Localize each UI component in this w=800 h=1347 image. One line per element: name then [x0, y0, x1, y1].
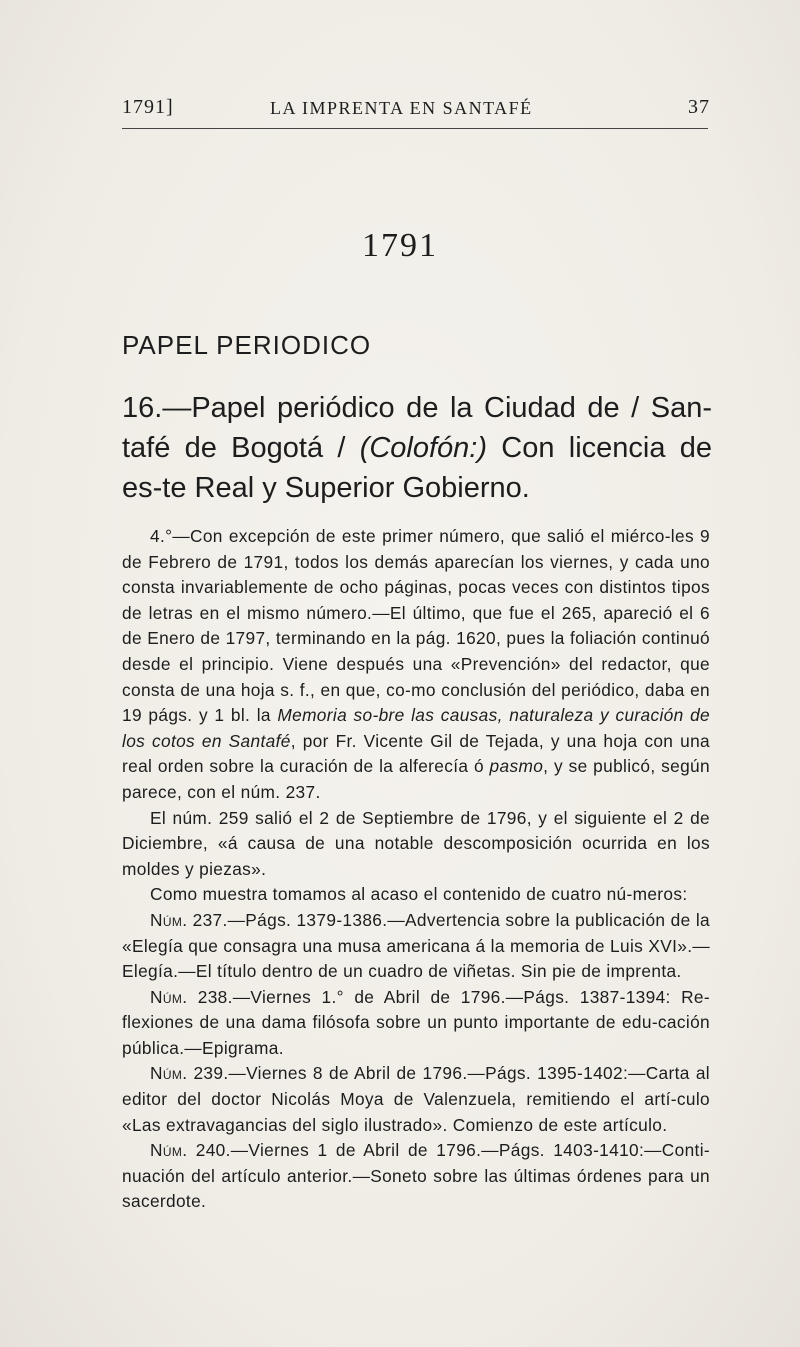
header-year: 1791]	[122, 96, 174, 118]
entry-title	[122, 388, 712, 508]
body-text	[122, 524, 710, 1215]
num-240-text: 240.—Viernes 1 de Abril de 1796.—Págs. 1403-1410:—Conti-nuación del artículo anterior.—Soneto sobre las últimas órdenes para un sacerdote.	[122, 1140, 710, 1212]
header-rule	[122, 128, 708, 129]
paragraph-num-237	[122, 908, 710, 985]
num-label: Núm.	[150, 1140, 188, 1161]
entry-colofon: (Colofón:)	[359, 432, 488, 464]
p1-text-c: , y se publicó, según parece, con el núm. 237.	[122, 756, 710, 802]
p1-memoria-title: Memoria so-bre las causas, naturaleza y curación de los cotos en Santafé	[122, 705, 710, 751]
paragraph-3: Como muestra tomamos al acaso el contenido de cuatro nú-meros:	[150, 884, 688, 905]
running-head	[122, 96, 710, 124]
entry-title-part-a: Papel periódico de la Ciudad de / San-tafé de Bogotá /	[122, 392, 712, 464]
paragraph-num-240	[122, 1138, 710, 1215]
p1-text-b: , por Fr. Vicente Gil de Tejada, y una hoja con una real orden sobre la curación de la alferecía ó	[122, 730, 710, 777]
p1-pasmo: pasmo	[489, 756, 544, 777]
paragraph-num-238	[122, 985, 710, 1062]
num-label: Núm.	[150, 1063, 188, 1084]
entry-number: 16.—	[122, 392, 192, 424]
num-239-text: 239.—Viernes 8 de Abril de 1796.—Págs. 1395-1402:—Carta al editor del doctor Nicolás Moya de Valenzuela, remitiendo el artí-culo «Las extravagancias del siglo ilustrado». Comienzo de este artículo.	[122, 1063, 710, 1135]
entry-title-part-b: Con licencia de es-te Real y Superior Gobierno.	[122, 432, 713, 504]
paragraph-num-239	[122, 1061, 710, 1138]
p1-text-a: 4.°—Con excepción de este primer número, que salió el miérco-les 9 de Febrero de 1791, todos los demás aparecían los viernes, y cada uno consta invariablemente de ocho páginas, pocas veces con distintos tipos de letras en el mismo número.—El último, que fue el 265, apareció el 6 de Enero de 1797, terminando en la pág. 1620, pues la foliación continuó desde el principio. Viene después una «Prevención» del redactor, que consta de una hoja s. f., en que, co-mo conclusión del periódico, daba en 19 págs. y 1 bl. la	[122, 526, 710, 726]
paragraph-1	[122, 524, 710, 806]
year-heading: 1791	[362, 227, 438, 264]
page-number: 37	[688, 96, 710, 118]
paragraph-2: El núm. 259 salió el 2 de Septiembre de 1796, y el siguiente el 2 de Diciembre, «á causa de una notable descomposición ocurrida en los moldes y piezas».	[122, 807, 710, 879]
header-title: LA IMPRENTA EN SANTAFÉ	[270, 98, 533, 118]
num-238-text: 238.—Viernes 1.° de Abril de 1796.—Págs. 1387-1394: Re-flexiones de una dama filósofa sobre un punto importante de edu-cación pública.—Epigrama.	[122, 986, 710, 1058]
num-label: Núm.	[150, 909, 188, 930]
section-title: PAPEL PERIODICO	[122, 330, 372, 360]
num-237-text: 237.—Págs. 1379-1386.—Advertencia sobre la publicación de la «Elegía que consagra una musa americana á la memoria de Luis XVI».—Elegía.—El título dentro de un cuadro de viñetas. Sin pie de imprenta.	[122, 909, 710, 982]
num-label: Núm.	[150, 986, 188, 1007]
